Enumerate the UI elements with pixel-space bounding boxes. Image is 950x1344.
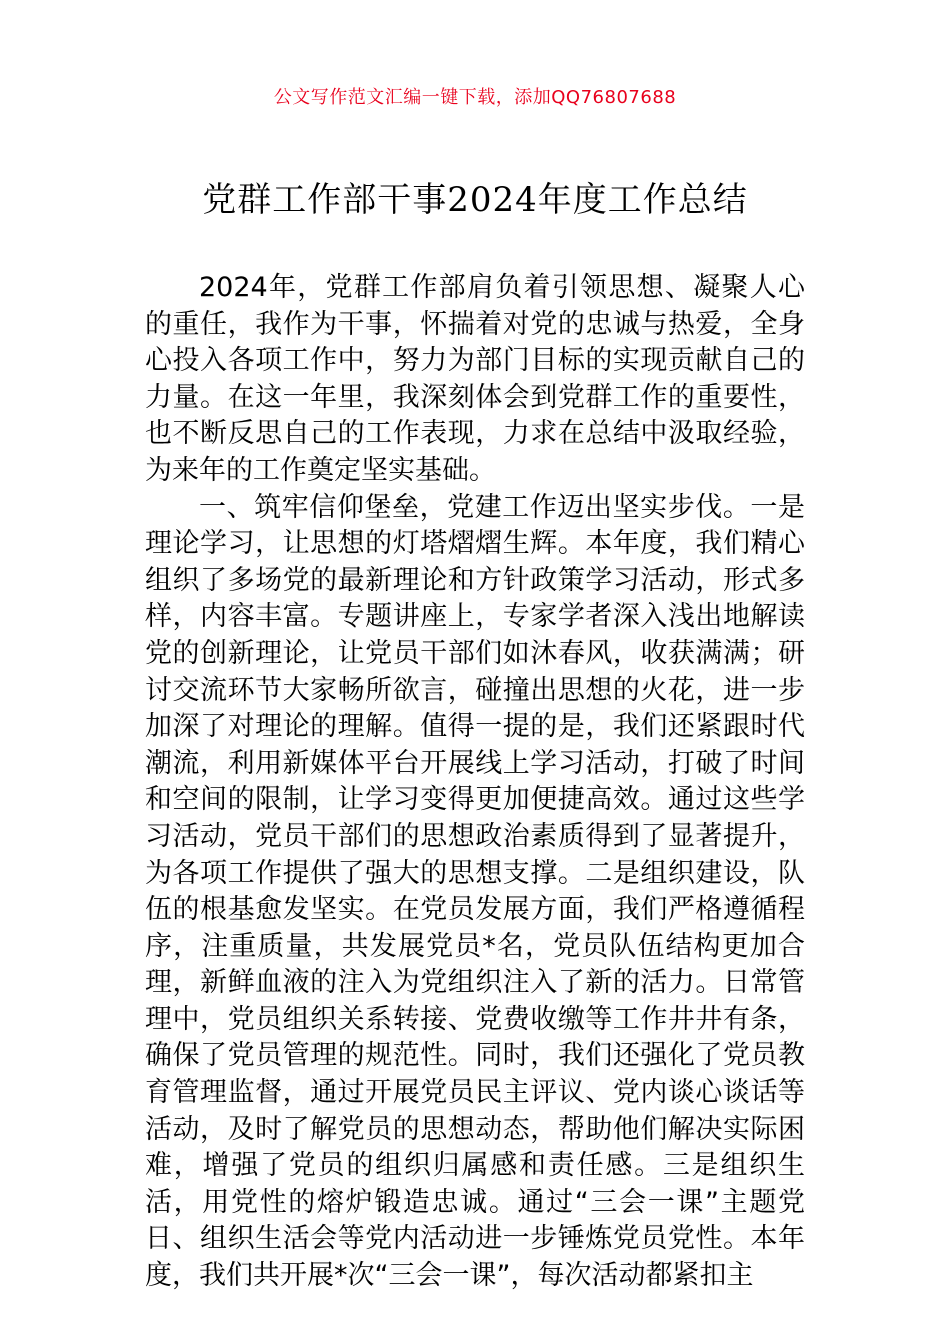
paragraph-section-one: 一、筑牢信仰堡垒，党建工作迈出坚实步伐。一是理论学习，让思想的灯塔熠熠生辉。本年度，我们精心组织了多场党的最新理论和方针政策学习活动，形式多样，内容丰富。专题讲座上，专家学者深入浅出地解读党的创新理论，让党员干部们如沐春风，收获满满；研讨交流环节大家畅所欲言，碰撞出思想的火花，进一步加深了对理论的理解。值得一提的是，我们还紧跟时代潮流，利用新媒体平台开展线上学习活动，打破了时间和空间的限制，让学习变得更加便捷高效。通过这些学习活动，党员干部们的思想政治素质得到了显著提升，为各项工作提供了强大的思想支撑。二是组织建设，队伍的根基愈发坚实。在党员发展方面，我们严格遵循程序，注重质量，共发展党员*名，党员队伍结构更加合理，新鲜血液的注入为党组织注入了新的活力。日常管理中，党员组织关系转接、党费收缴等工作井井有条，确保了党员管理的规范性。同时，我们还强化了党员教育管理监督，通过开展党员民主评议、党内谈心谈话等活动，及时了解党员的思想动态，帮助他们解决实际困难，增强了党员的组织归属感和责任感。三是组织生活，用党性的熔炉锻造忠诚。通过“三会一课”主题党日、组织生活会等党内活动进一步锤炼党员党性。本年度，我们共开展*次“三会一课”，每次活动都紧扣主	[145, 491, 805, 1292]
document-body	[145, 270, 805, 1295]
paragraph-intro: 2024年，党群工作部肩负着引领思想、凝聚人心的重任，我作为干事，怀揣着对党的忠诚与热爱，全身心投入各项工作中，努力为部门目标的实现贡献自己的力量。在这一年里，我深刻体会到党群工作的重要性，也不断反思自己的工作表现，力求在总结中汲取经验，为来年的工作奠定坚实基础。	[145, 272, 805, 486]
download-banner: 公文写作范文汇编一键下载，添加QQ76807688	[273, 87, 677, 108]
document-title: 党群工作部干事2024年度工作总结	[202, 180, 748, 220]
